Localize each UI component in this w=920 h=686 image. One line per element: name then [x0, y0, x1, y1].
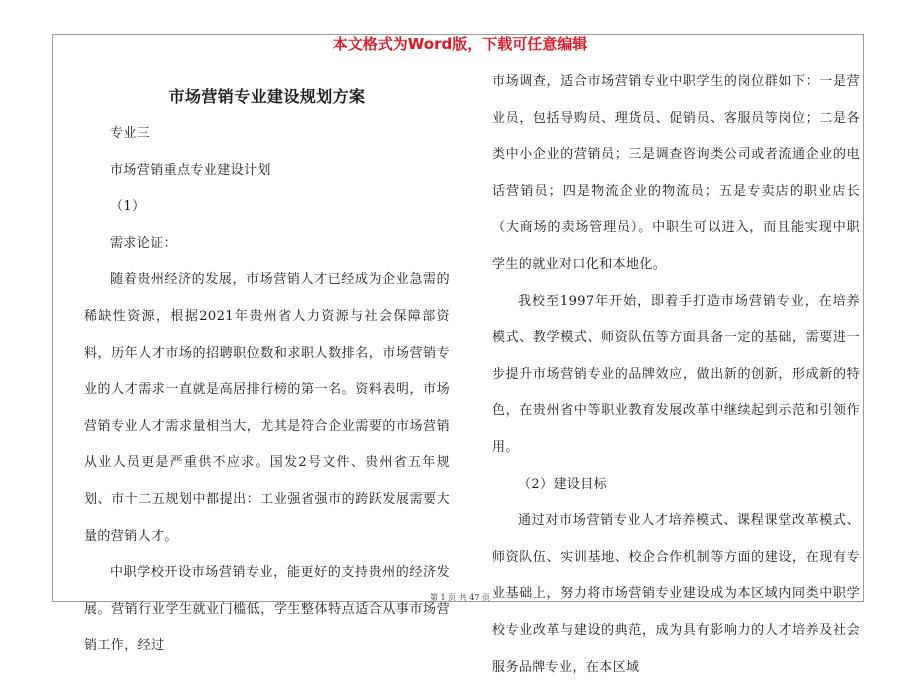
goal-heading: （2）建设目标 — [518, 476, 608, 492]
paragraph: 随着贵州经济的发展，市场营销人才已经成为企业急需的稀缺性资源，根据2021年贵州省人力资源与社会保障部资料，历年人才市场的招聘职位数和求职人数排名，市场营销专业的人才需求一直就是高居排行榜的第一名。资料表明，市场营销专业人才需求量相当大，尤其是符合企业需要的市场营销从业人员更是严重供不应求。国发2号文件、贵州省五年规划、市十二五规划中都提出：工业强省强市的跨跃发展需要大量的营销人才。 — [84, 272, 450, 544]
item-number: （1） — [110, 199, 146, 215]
section-label: 专业三 — [110, 126, 151, 141]
paragraph: 中职学校开设市场营销专业，能更好的支持贵州的经济发展。营销行业学生就业门槛低，学生整体特点适合从事市场营销工作，经过 — [84, 565, 450, 654]
format-banner: 本文格式为Word版，下载可任意编辑 — [332, 35, 588, 53]
demand-heading: 需求论证： — [110, 235, 178, 251]
page-number: 第 1 页 共 47 页 — [430, 593, 490, 602]
plan-label: 市场营销重点专业建设计划 — [110, 162, 271, 178]
document-title: 市场营销专业建设规划方案 — [168, 87, 366, 106]
paragraph: 通过对市场营销专业人才培养模式、课程课堂改革模式、师资队伍、实训基地、校企合作机制等方面的建设，在现有专业基础上，努力将市场营销专业建设成为本区域内同类中职学校专业改革与建设的典范，成为具有影响力的人才培养及社会服务品牌专业，在本区域 — [492, 513, 860, 675]
left-column — [84, 78, 450, 665]
paragraph: 我校至1997年开始，即着手打造市场营销专业，在培养模式、教学模式、师资队伍等方面具备一定的基础，需要进一步提升市场营销专业的品牌效应，做出新的创新，形成新的特色，在贵州省中等职业教育发展改革中继续起到示范和引领作用。 — [492, 293, 860, 455]
paragraph: 市场调查，适合市场营销专业中职学生的岗位群如下：一是营业员，包括导购员、理货员、促销员、客服员等岗位；二是各类中小企业的营销员；三是调查咨询类公司或者流通企业的电话营销员；四是物流企业的物流员；五是专卖店的职业店长（大商场的卖场管理员）。中职生可以进入，而且能实现中职学生的就业对口化和本地化。 — [492, 74, 860, 272]
